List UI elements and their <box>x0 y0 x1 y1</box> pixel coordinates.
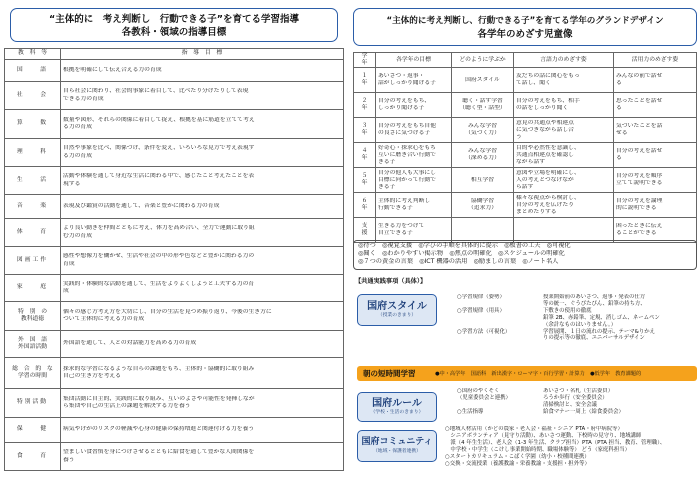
table-row <box>5 195 344 219</box>
kokufu-rule-right-text <box>543 388 697 418</box>
grade-detail-cell <box>452 68 514 93</box>
grade-detail-cell <box>376 93 452 118</box>
text-line: 等の統一、ぐうぴたぴん、鉛筆の持ち方、 <box>543 300 646 307</box>
cell-line: 自分の他人も大事にし <box>378 169 436 176</box>
text-line: （余計なものはいりません。） <box>543 321 617 328</box>
morning-study-detail: ●中・高学年 国語科 新出漢字・ローマ字・百行学習・計算力 ●低学年 教育課題的 <box>435 371 642 377</box>
subject-line: 教科道徳 <box>20 316 45 322</box>
grade-detail-cell <box>514 168 614 193</box>
cell-line: 気づいたことを話 <box>616 123 663 130</box>
grade-detail-cell <box>376 168 452 193</box>
goal-cell <box>61 389 344 418</box>
grade-detail-cell <box>452 93 514 118</box>
subject-line: 国 語 <box>16 66 49 73</box>
grade-detail-cell <box>614 93 697 118</box>
goal-cell <box>61 110 344 139</box>
cell-line: 協働学習 <box>470 198 495 205</box>
text-line: 中学校・中学生（こけし事業開始時期、職場体験等） どう（家庭科担当） <box>445 446 630 453</box>
common-practice-label: 【共通実践事項（具体）】 <box>355 278 427 285</box>
badge-kokufu-style <box>357 294 437 326</box>
goal-line: 感性や想像力を働かせ、生活や社会の中の形や色などと豊かに関わる力の <box>63 253 255 260</box>
cell-line: ることができる <box>616 230 657 237</box>
text-line: ○地域人材活用（かどの農家・老人会・福祉・シニア PTA・府中病院等） <box>445 426 623 432</box>
text-line: りの提示等の徹底、ユニバーサルデザイン <box>543 335 645 342</box>
subject-line: 食 育 <box>16 452 49 459</box>
subject-cell <box>5 82 61 110</box>
goal-line: より良い動きを仲間とともに考え、体力を高め合い、全力で運動に取り組 <box>63 225 255 232</box>
cell-line: の良さに気づける子 <box>378 130 431 137</box>
morning-study-title: 朝の短時間学習 <box>363 369 416 378</box>
goal-cell <box>61 443 344 471</box>
kokufu-community-text <box>445 426 697 470</box>
subject-cell <box>5 167 61 195</box>
cell-line: 自分の考えを話せ <box>616 148 663 155</box>
goal-line: 成 <box>63 288 69 294</box>
cell-line: 思ったことを話せ <box>616 98 663 105</box>
cell-line: 意図や立場を明確にし、 <box>516 169 580 176</box>
subject-cell <box>5 389 61 418</box>
text-line: シニアボランティア（見守り活動）、あいさつ運動、下校時の見守り、地域講師 <box>445 432 642 439</box>
text-line: 授業開始前のあいさつ、返事・発表の仕方 <box>543 294 646 300</box>
goal-line: る力の育成 <box>63 152 92 159</box>
cell-line: ら話す <box>516 184 534 190</box>
table-row <box>5 219 344 247</box>
cell-line: きる子 <box>378 159 396 165</box>
right-title-sub: 各学年のめざす児童像 <box>477 29 573 40</box>
text-line <box>457 322 543 329</box>
grade-detail-cell <box>614 143 697 168</box>
subject-cell <box>5 60 61 82</box>
subject-line: 学習の時間 <box>18 373 47 379</box>
grade-cell: ２ 年 <box>354 93 376 118</box>
text-line: 下敷きの使用の徹底 <box>543 307 592 314</box>
text-line: ○学習規律（姿勢） <box>457 294 505 300</box>
subject-cell <box>5 418 61 443</box>
grade-detail-cell <box>376 118 452 143</box>
goal-cell <box>61 195 344 219</box>
goal-line: む力の育成 <box>63 232 92 239</box>
grade-detail-cell <box>514 118 614 143</box>
goal-cell <box>61 167 344 195</box>
text-line: ○学習規律（用具） <box>457 307 505 314</box>
goal-line: 養う <box>63 456 75 463</box>
cell-line: 主体的に考え判断し <box>378 198 431 205</box>
right-title-box <box>353 8 697 46</box>
cell-line: る <box>616 105 622 112</box>
cell-line: る <box>616 80 622 87</box>
table-row <box>354 68 697 93</box>
grade-detail-cell <box>614 68 697 93</box>
subject-cell <box>5 219 61 247</box>
cell-line: 自分の考えをもち自他 <box>378 123 436 130</box>
subject-line: 体 育 <box>16 228 49 235</box>
cell-line: 人の考えとつなげなが <box>516 176 574 183</box>
grade-detail-cell <box>514 93 614 118</box>
cell-line: 相互学習 <box>470 176 495 183</box>
subject-cell <box>5 358 61 389</box>
subject-line: 社 会 <box>16 91 49 98</box>
subject-line: 保 健 <box>16 426 49 433</box>
cell-line: 自立できる子 <box>378 230 413 237</box>
text-line: 派（4 年生生活）、老人会（1-3 年生活、クラブ担当）PTA（PTA 担当、教育、管理職）、 <box>445 439 666 446</box>
cell-line: に気づきながら話し合 <box>516 126 574 133</box>
grade-cell: ４ 年 <box>354 143 376 168</box>
text-line: 給食マナー一周上（給食委員会） <box>543 408 624 415</box>
cell-line: 好奇心・探求心をもち <box>378 144 436 151</box>
subject-cell <box>5 331 61 358</box>
kokufu-rule-left-text <box>457 388 543 418</box>
cell-line: 意見の共通点や相違点 <box>516 119 574 126</box>
cell-line: みんな学習 <box>468 123 497 130</box>
cell-line: 友だちの話に関心をもっ <box>516 73 580 80</box>
badge-subtitle: （学校・生活のきまり） <box>370 410 424 415</box>
goal-cell <box>61 139 344 167</box>
cell-line: まとめたりする <box>516 209 557 215</box>
grade-detail-cell <box>514 68 614 93</box>
grade-cell: ５ 年 <box>354 168 376 193</box>
subject-line: 外 国 語 <box>18 336 47 343</box>
cell-line: 自分の考えをもち、 <box>378 98 431 105</box>
table-row <box>5 60 344 82</box>
legend-row: ◎聞く ◎わかりやすい掲示物 ◎焦点の明確化 ◎スケジュールの明確化 <box>358 250 565 258</box>
table-row <box>5 443 344 471</box>
cell-line: 互いに磨き合い行動で <box>378 151 436 158</box>
cell-line: 困ったときに伝え <box>616 223 663 230</box>
legend-row: ◎７つの黄金の言葉 ◎ICT 機器の活用 ◎励ましの言葉 ◎ノート名人 <box>358 258 559 266</box>
cell-line: 共通点相違点を確認し <box>516 151 574 158</box>
text-line: ○スタートカリキュラム・こばく学園（幼小・校種間連携） <box>445 453 590 460</box>
cell-line: 様々な視点から検討し、 <box>516 194 580 201</box>
grade-detail-cell <box>514 193 614 218</box>
badge-kokufu-community <box>357 430 437 462</box>
subject-cell <box>5 195 61 219</box>
text-line: 鉛筆 2B、赤鉛筆、定規、消しゴム、ネームペン <box>543 314 660 321</box>
text-line: 清掃検討と、安全会議 <box>543 401 597 408</box>
goal-line: 自然や事象を比べ、関係づけ、条件を変え、いろいろな見方で考え表現す <box>63 145 255 152</box>
subject-line: 理 科 <box>16 148 49 155</box>
cell-line: 国府スタイル <box>465 76 500 83</box>
goal-line: ら集団や自己の生活上の課題を解決する力を養う <box>63 403 191 409</box>
subject-line: 算 数 <box>16 120 49 127</box>
table-row <box>354 93 697 118</box>
cell-line: 話がしっかり聞ける子 <box>378 80 436 87</box>
subject-line: 総 合 的 な <box>12 365 53 372</box>
goal-cell <box>61 60 344 82</box>
subject-cell <box>5 139 61 167</box>
cell-line: 自分の考えをもち、相手 <box>516 98 580 105</box>
cell-line: ながら話す <box>516 159 545 165</box>
table-row <box>354 143 697 168</box>
subject-cell <box>5 110 61 139</box>
table-row <box>5 418 344 443</box>
right-title-main: “主体的に考え判断し、行動できる子”を育てる学年のグランドデザイン <box>386 16 664 26</box>
goal-cell <box>61 275 344 302</box>
text-line: ○生活指導 <box>457 408 484 415</box>
subject-line: 家 庭 <box>16 284 49 291</box>
text-line <box>457 315 543 322</box>
cell-line: て話し、聞く <box>516 80 551 87</box>
badge-title: 国府スタイル <box>367 301 427 312</box>
subject-line: 音 楽 <box>16 202 49 209</box>
table-row <box>5 139 344 167</box>
goal-line: できる力の育成 <box>63 95 104 102</box>
kokufu-style-right-text <box>543 294 697 344</box>
table-row <box>5 302 344 331</box>
text-line: （児童委員会と連携） <box>457 394 511 401</box>
text-line: あいさつ・名札（生活委員） <box>543 388 614 394</box>
goal-line: 探求的な学習になるような自らの課題をもち、主体的・協働的に取り組み <box>63 365 255 372</box>
cell-line: （聴く型・話型） <box>459 105 506 112</box>
goal-line: ついて主体的に考える力の育成 <box>63 316 145 322</box>
cell-line: 生きる力をつけて <box>378 223 425 230</box>
cell-line: 立てて説明できる <box>616 180 663 187</box>
grade-detail-cell <box>614 193 697 218</box>
left-title-box <box>10 8 338 42</box>
goal-cell <box>61 219 344 247</box>
practice-legend-box <box>353 240 697 270</box>
grade-detail-cell <box>376 143 452 168</box>
goal-cell <box>61 82 344 110</box>
badge-title: 国府コミュニティ <box>361 437 433 447</box>
cell-line: みんな学習 <box>468 148 497 155</box>
table-row <box>354 193 697 218</box>
goal-line: 育成 <box>63 260 75 267</box>
goal-line: 現する <box>63 180 81 187</box>
goal-cell <box>61 358 344 389</box>
grade-detail-cell <box>614 168 697 193</box>
subject-line: 特別活動 <box>16 399 49 406</box>
subject-line: 図画工作 <box>16 256 49 263</box>
goal-line: 活動や体験を通して身近な生活に関わる中で、感じたこと考えたことを表 <box>63 173 255 180</box>
morning-study-bar <box>357 366 697 381</box>
text-line <box>457 301 543 308</box>
cell-line: 的に説明できる <box>616 205 657 212</box>
col-header-grade-goal: 各学年の目標 <box>376 53 452 68</box>
kokufu-style-left-text <box>457 294 543 344</box>
subject-cell <box>5 302 61 331</box>
goal-cell <box>61 302 344 331</box>
table-row <box>5 247 344 275</box>
grade-cell: ６ 年 <box>354 193 376 218</box>
cell-line: 目標に向かって行動で <box>378 176 436 183</box>
badge-kokufu-rule <box>357 392 437 422</box>
cell-line: （追求力） <box>468 205 497 212</box>
right-panel <box>353 8 697 474</box>
cell-line: の話をしっかり聞く <box>516 105 569 112</box>
table-row <box>5 82 344 110</box>
grade-cell: １ 年 <box>354 68 376 93</box>
subject-cell <box>5 247 61 275</box>
goal-line: 集団活動に自主的、実践的に取り組み、互いのよさや可能性を発揮しなが <box>63 395 255 402</box>
subject-line: 特 別 の <box>18 308 47 315</box>
cell-line: う <box>516 134 522 140</box>
legend-row: ◎待つ ◎視覚支援 ◎学びの手順を具体的に提示 ◎板書の工夫 ◎可視化 <box>358 242 571 249</box>
goal-cell <box>61 247 344 275</box>
cell-line: 自分の考えを順序 <box>616 173 663 180</box>
col-header-goal: 指 導 目 標 <box>61 49 344 60</box>
left-title-sub: 各教科・領域の指導目標 <box>121 27 227 38</box>
text-line: ○交換・交流授業（養護教諭・栄養教諭・支援担・担外等） <box>445 460 590 467</box>
table-row <box>5 358 344 389</box>
grade-detail-cell <box>514 143 614 168</box>
grade-detail-cell <box>614 118 697 143</box>
goal-line: 個々の感じ方考え方を大切にし、自分の生活を見つめ振り返り、今後の生き方に <box>63 308 272 315</box>
left-title-main: “主体的に 考え判断し 行動できる子”を育てる学習指導 <box>49 14 299 25</box>
text-line: ろうか歩行（安全委員会） <box>543 394 608 401</box>
goal-line: る力の育成 <box>63 124 92 130</box>
col-header-how-to-learn: どのように学ぶか <box>452 53 514 68</box>
grade-design-table <box>353 52 697 243</box>
subject-line: 生 活 <box>16 176 49 183</box>
table-row <box>354 168 697 193</box>
cell-line: 目的や必然性を意識し、 <box>516 144 580 151</box>
grade-detail-cell <box>376 193 452 218</box>
badge-subtitle: （地域・保護者連携） <box>373 449 421 454</box>
table-row <box>5 331 344 358</box>
grade-cell: ３ 年 <box>354 118 376 143</box>
cell-line: 行動できる子 <box>378 205 413 212</box>
goal-line: 自ら社会に関わり、社会的事象に着目して、比べたり分けたりして表現 <box>63 88 249 95</box>
badge-title: 国府ルール <box>372 398 422 409</box>
cell-line: （気づく力） <box>465 130 500 137</box>
goal-cell <box>61 418 344 443</box>
goal-line: 望ましい食習慣を身につけさせるとともに給食を通して豊かな人間関係を <box>63 449 255 456</box>
table-row <box>5 167 344 195</box>
goal-cell <box>61 331 344 358</box>
goal-line: 病気やけがのリスクの軽減や心身の健康の保持増進と関連付ける力を養う <box>63 426 255 433</box>
goal-line: 数量や図形、それらの関係に着目して捉え、根拠を基に筋道を立てて考え <box>63 116 255 123</box>
goal-line: 表現及び鑑賞の活動を通して、音楽と豊かに関わる力の育成 <box>63 202 220 209</box>
grade-detail-cell <box>452 168 514 193</box>
cell-line: 聴く・話す学習 <box>462 98 503 105</box>
subject-goals-table <box>4 48 344 471</box>
goal-line: 外国語を通して、人との対話能力を高める力の育成 <box>63 340 197 347</box>
goal-line: 根拠を明確にして伝え合える力の育成 <box>63 66 162 73</box>
table-row <box>5 275 344 302</box>
cell-line: （深める力） <box>465 155 500 162</box>
table-row <box>5 110 344 139</box>
col-header-application-skill: 活用力のめざす姿 <box>614 53 697 68</box>
subject-line: 外国語活動 <box>18 344 47 350</box>
goal-line: 実践的・体験的な活動を通して、生活をよりよくしようと工夫する力の育 <box>63 280 255 287</box>
grade-detail-cell <box>376 68 452 93</box>
text-line: ○学習方法（可視化） <box>457 328 511 335</box>
col-header-language-skill: 言語力のめざす姿 <box>514 53 614 68</box>
cell-line: あいさつ・返事・ <box>378 73 425 80</box>
col-header-grade: 学 年 <box>354 53 376 68</box>
badge-subtitle: （授業のきまり） <box>377 313 417 318</box>
cell-line: しっかり聞ける子 <box>378 105 425 112</box>
cell-line: みんなの前で話せ <box>616 73 663 80</box>
text-line <box>457 402 543 409</box>
grade-detail-cell <box>452 193 514 218</box>
grade-cell: 支 援 <box>354 218 376 243</box>
grade-detail-cell <box>452 143 514 168</box>
table-row <box>354 118 697 143</box>
cell-line: 自分の考えを広げたり <box>516 201 574 208</box>
left-panel <box>4 8 344 474</box>
subject-cell <box>5 275 61 302</box>
text-line: 学習展開、１日の流れの提示、テーマ&りかえ <box>543 328 656 335</box>
cell-line: る <box>616 155 622 162</box>
text-line: ○国府のやくそく <box>457 388 500 394</box>
goal-line: 自己の生き方を考える <box>63 373 121 379</box>
subject-cell <box>5 443 61 471</box>
cell-line: 自分の考えを論理 <box>616 198 663 205</box>
table-row <box>5 389 344 418</box>
grade-detail-cell <box>452 118 514 143</box>
col-header-subject: 教 科 等 <box>5 49 61 60</box>
cell-line: きる子 <box>378 184 396 190</box>
cell-line: せる <box>616 130 628 137</box>
